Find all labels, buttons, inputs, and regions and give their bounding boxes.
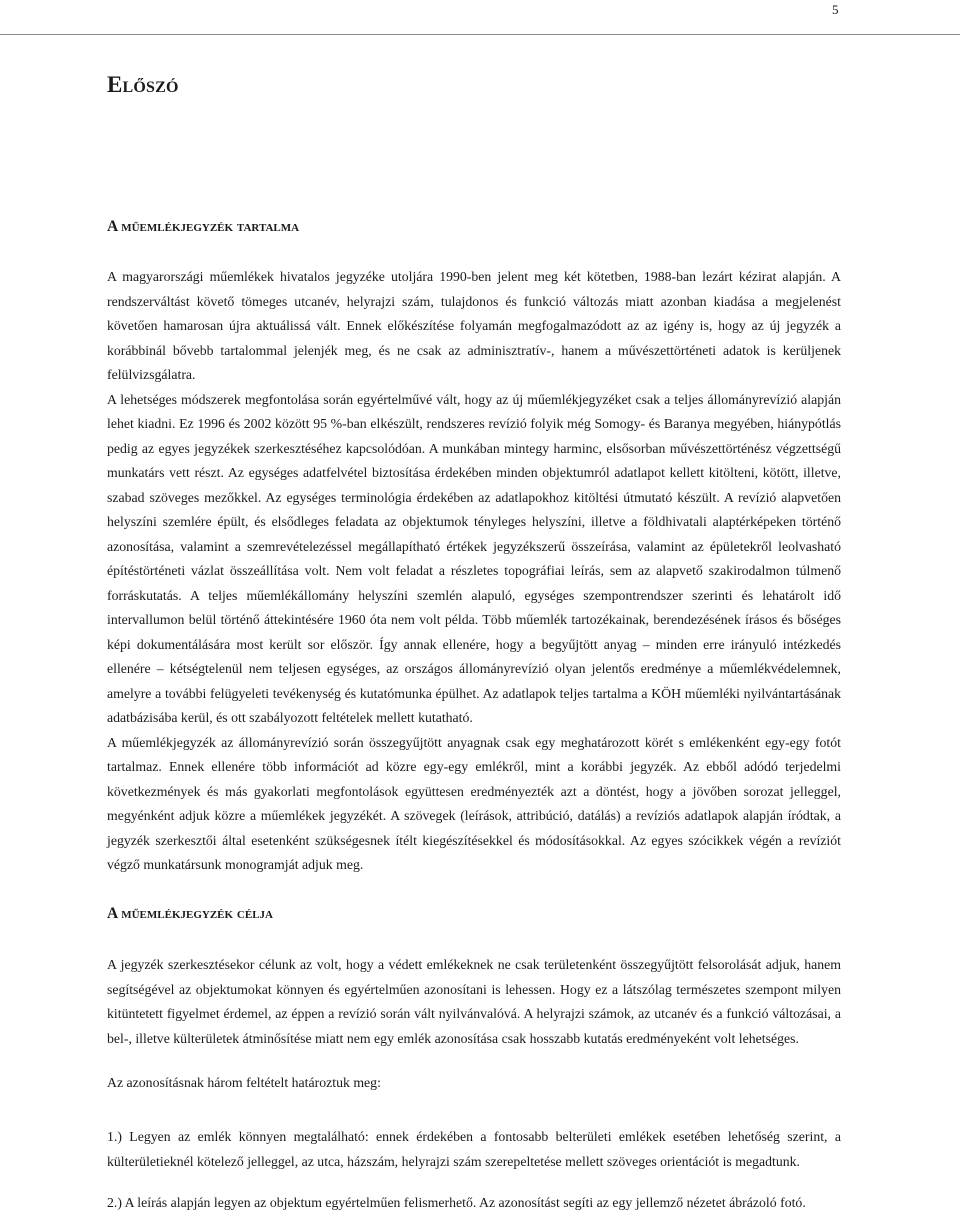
header-rule [0, 34, 960, 35]
paragraph: A jegyzék szerkesztésekor célunk az volt, hogy a védett emlékeknek ne csak területenként összegyűjtött felsorolását adjuk, hanem segítségével az objektumokat könnyen és egyértelműen azonosítani is lehessen. Hogy ez a látszólag természetes szempont milyen kitüntetett figyelmet érdemel, az éppen a revízió során vált nyilvánvalóvá. A helyrajzi számok, az utcanév és a funkció változásai, a bel-, illetve külterületek átminősítése miatt nem egy emlék azonosítása csak hosszabb kutatás eredményeként volt lehetséges. [107, 957, 841, 1046]
paragraph: A magyarországi műemlékek hivatalos jegyzéke utoljára 1990-ben jelent meg két kötetben, 1988-ban lezárt kézirat alapján. A rendszerváltást követő tömeges utcanév, helyrajzi szám, tulajdonos és funkció változás miatt azonban kiadása a megjelenést követően hamarosan újra aktuálissá vált. Ennek előkészítése folyamán megfogalmazódott az az igény is, hogy az új jegyzék a korábbinál bővebb tartalommal jelenjék meg, és ne csak az adminisztratív-, hanem a művészettörténeti adatok is kerüljenek felülvizsgálatra. [107, 269, 841, 382]
paragraph: A műemlékjegyzék az állományrevízió során összegyűjtött anyagnak csak egy meghatározott körét s emlékenként egy-egy fotót tartalmaz. Ennek ellenére több információt ad közre egy-egy emlékről, mint a korábbi jegyzék. Az ebből adódó terjedelmi következmények és más gyakorlati megfontolások együttesen eredményezték azt a döntést, hogy a jövőben sorozat jelleggel, megyénként adjuk közre a műemlékek jegyzékét. A szövegek (leírások, attribúció, datálás) a revíziós adatlapok alapján íródtak, a jegyzék szerkesztői által esetenként szükségesnek ítélt kiegészítésekkel és módosításokkal. Az egyes szócikkek végén a revíziót végző munkatársunk monogramját adjuk meg. [107, 734, 841, 872]
section-body-purpose [107, 953, 841, 1051]
list-item [107, 1191, 841, 1216]
list-item [107, 1125, 841, 1174]
section-heading-content: A műemlékjegyzék tartalma [107, 218, 300, 235]
identification-intro [107, 1071, 841, 1096]
section-heading-purpose: A műemlékjegyzék célja [107, 905, 273, 922]
page-title: Előszó [107, 72, 179, 97]
page-number: 5 [832, 2, 839, 17]
paragraph: Az azonosításnak három feltételt határoztuk meg: [107, 1075, 381, 1090]
list-item-text: 2.) A leírás alapján legyen az objektum egyértelműen felismerhető. Az azonosítást segíti az egy jellemző nézetet ábrázoló fotó. [107, 1195, 806, 1210]
paragraph: A lehetséges módszerek megfontolása során egyértelművé vált, hogy az új műemlékjegyzéket csak a teljes állományrevízió alapján lehet kiadni. Ez 1996 és 2002 között 95 %-ban elkészült, rendszeres revízió folyik még Somogy- és Baranya megyében, hiánypótlás pedig az egyes jegyzékek szerkesztéséhez kapcsolódóan. A munkában mintegy harminc, elsősorban művészettörténész végzettségű munkatárs vett részt. Az egységes adatfelvétel biztosítása érdekében minden objektumról adatlapot kellett kitölteni, kötött, illetve, szabad szöveges mezőkkel. Az egységes terminológia érdekében az adatlapokhoz kitöltési útmutató készült. A revízió alapvetően helyszíni szemlére épült, és elsődleges feladata az objektumok tényleges helyszíni, illetve a földhivatali alaptérképeken történő azonosítása, valamint a szemrevételezéssel megállapítható értékek jegyzékszerű összeírása, valamint az épületekről leolvasható építéstörténeti vázlat összeállítása volt. Nem volt feladat a részletes topográfiai leírás, sem az alapvető szakirodalmon túlmenő forráskutatás. A teljes műemlékállomány helyszíni szemlén alapuló, egységes szempontrendszer szerinti és lehatárolt idő intervallumon belül történő áttekintésére 1960 óta nem volt példa. Több műemlék tartozékainak, berendezésének írásos és bőséges képi dokumentálására most került sor először. Így annak ellenére, hogy a begyűjtött anyag – minden erre irányuló intézkedés ellenére – kétségtelenül nem teljesen egységes, az országos állományrevízió olyan jelentős eredménye a műemlékvédelemnek, amelyre a további felügyeleti tevékenység és kutatómunka épülhet. Az adatlapok teljes tartalma a KÖH műemléki nyilvántartásának adatbázisába kerül, és ott szabályozott feltételek mellett kutatható. [107, 391, 841, 725]
list-item-text: 1.) Legyen az emlék könnyen megtalálható: ennek érdekében a fontosabb belterületi emlékek esetében lehetőség szerint, a külterületieknél kötelező jelleggel, az utca, házszám, helyrajzi szám szerepeltetése mellett szöveges orientációt is megadtunk. [107, 1129, 841, 1169]
section-body-content [107, 265, 841, 878]
